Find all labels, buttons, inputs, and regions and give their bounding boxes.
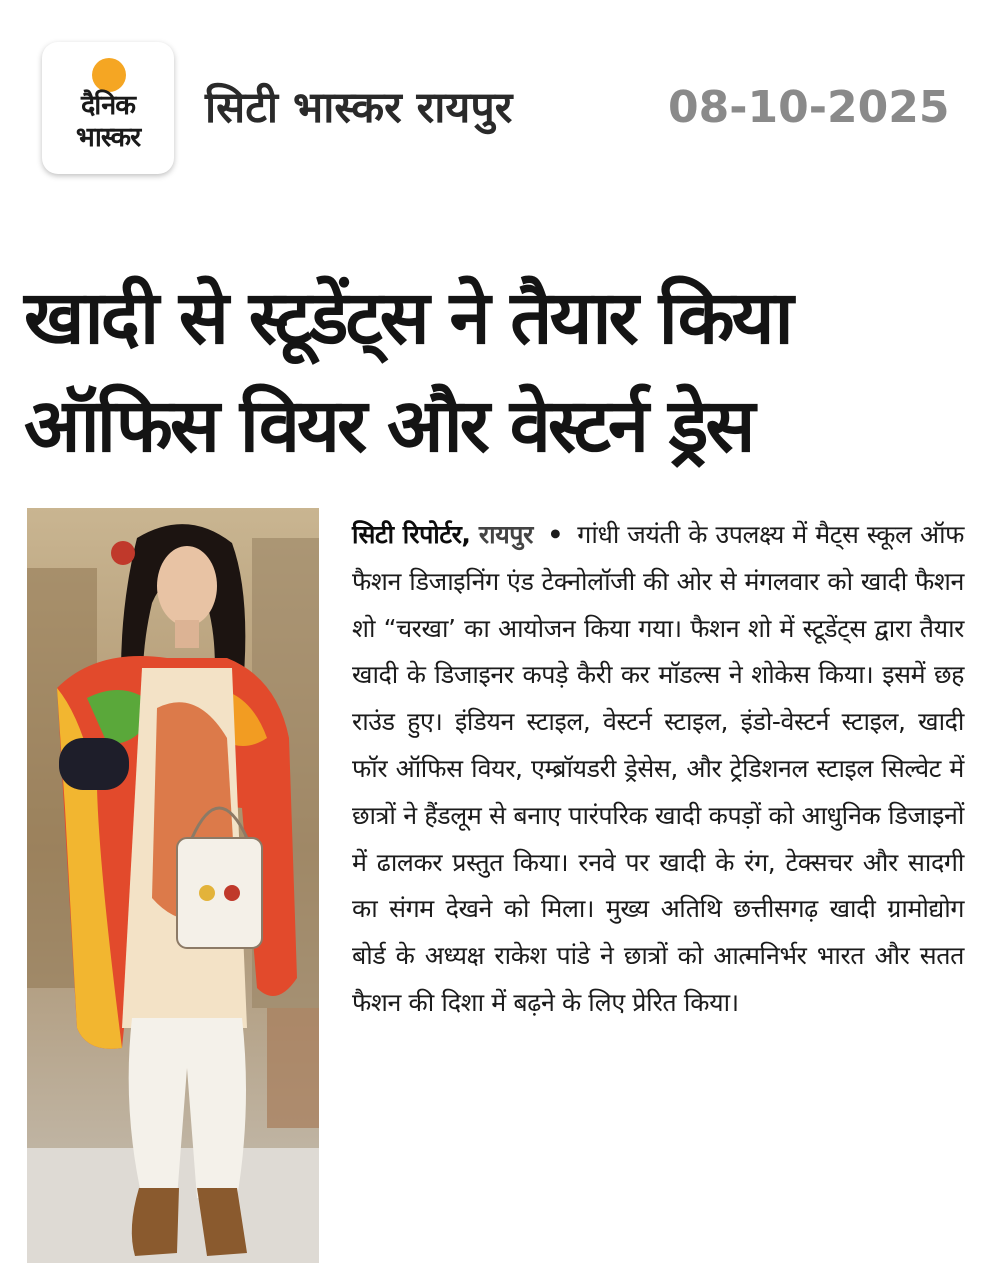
article-body [352,512,964,1027]
fashion-show-photo [27,508,319,1263]
dainik-bhaskar-logo [42,42,174,174]
headline-line-1: खादी से स्टूडेंट्स ने तैयार किया [24,275,791,361]
headline-line-2: ऑफिस वियर और वेस्टर्न ड्रेस [24,383,753,469]
dateline-place: रायपुर [478,520,533,549]
logo-text-line-2: भास्कर [75,122,141,153]
byline: सिटी रिपोर्टर, [352,520,471,549]
logo-text-line-1: दैनिक [80,90,136,121]
bullet-separator: • [547,520,563,549]
sun-icon [92,58,126,92]
edition-date: 08-10-2025 [668,82,950,133]
edition-title: सिटी भास्कर रायपुर [205,83,513,133]
article-text: गांधी जयंती के उपलक्ष्य में मैट्स स्कूल ऑफ फैशन डिजाइनिंग एंड टेक्नोलॉजी की ओर से मंगलवार को खादी फैशन शो “चरखा’ का आयोजन किया गया। फैशन शो में स्टूडेंट्स द्वारा तैयार खादी के डिजाइनर कपड़े कैरी कर मॉडल्स ने शोकेस किया। इसमें छह राउंड हुए। इंडियन स्टाइल, वेस्टर्न स्टाइल, इंडो-वेस्टर्न स्टाइल, खादी फॉर ऑफिस वियर, एम्ब्रॉयडरी ड्रेसेस, और ट्रेडिशनल स्टाइल सिल्वेट में छात्रों ने हैंडलूम से बनाए पारंपरिक खादी कपड़ों को आधुनिक डिजाइनों में ढालकर प्रस्तुत किया। रनवे पर खादी के रंग, टेक्सचर और सादगी का संगम देखने को मिला। मुख्य अतिथि छत्तीसगढ़ खादी ग्रामोद्योग बोर्ड के अध्यक्ष राकेश पांडे ने छात्रों को आत्मनिर्भर भारत और सतत फैशन की दिशा में बढ़ने के लिए प्रेरित किया। [352,520,964,1017]
